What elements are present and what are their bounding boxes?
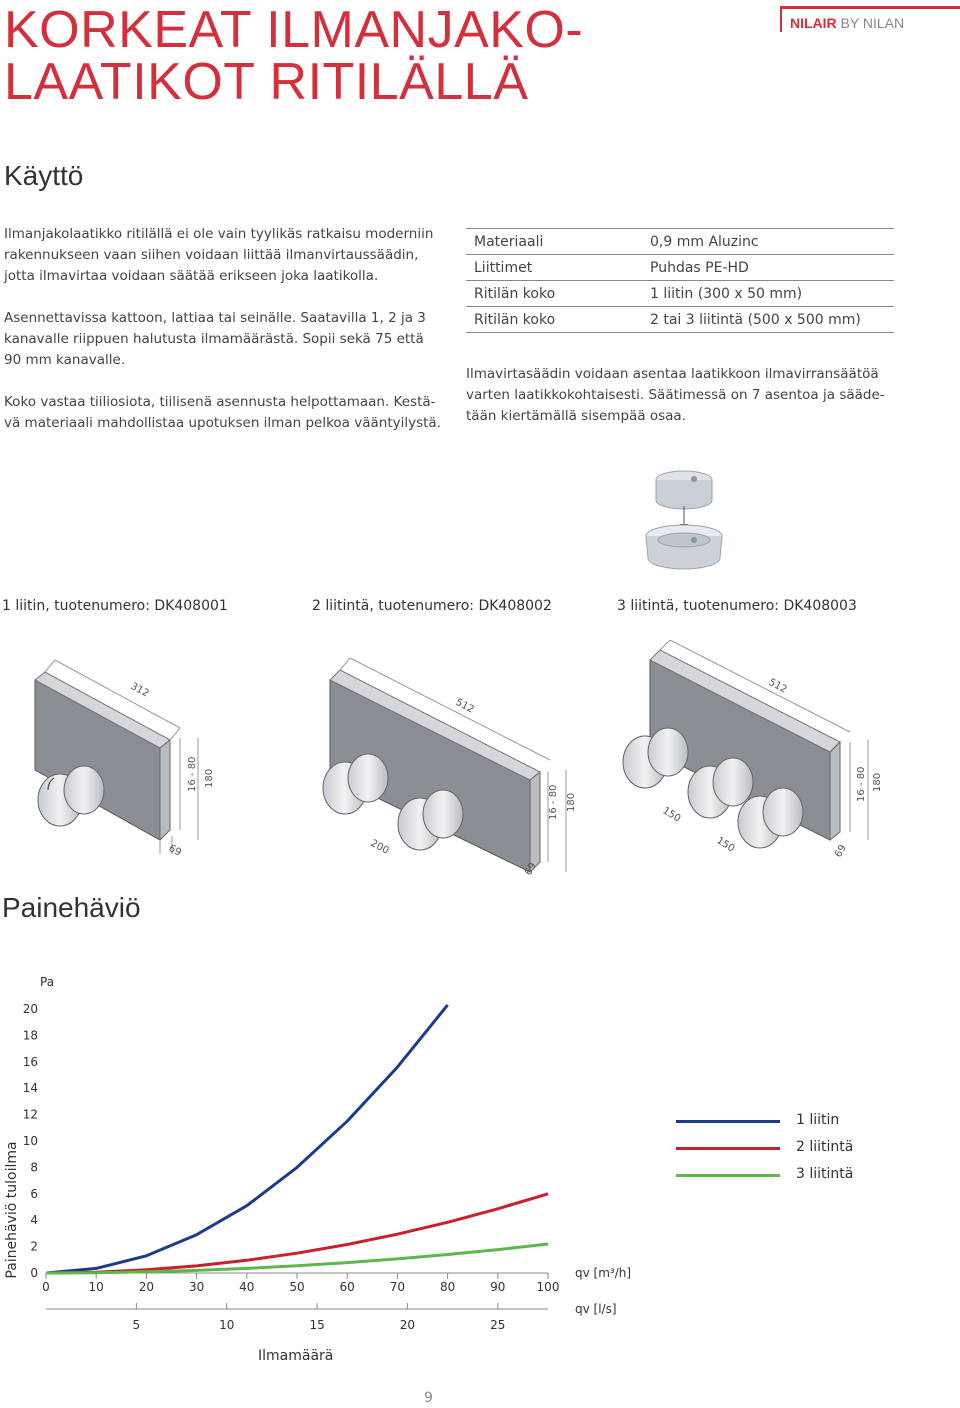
- title-line-1: KORKEAT ILMANJAKO-: [4, 1, 584, 59]
- table-row: Liittimet Puhdas PE-HD: [466, 255, 894, 281]
- x-tick-label: 50: [289, 1280, 305, 1294]
- dim-depth-2: 69: [523, 860, 539, 878]
- x-tick-label: 90: [490, 1280, 506, 1294]
- y-tick-label: 18: [22, 1028, 38, 1043]
- product-label-1: 1 liitin, tuotenumero: DK408001: [2, 598, 228, 614]
- y-tick-label: 6: [30, 1186, 38, 1201]
- dim-h2-1: 180: [204, 768, 215, 788]
- product-label-2: 2 liitintä, tuotenumero: DK408002: [312, 598, 552, 614]
- x-tick-label: 60: [339, 1280, 355, 1294]
- product-drawings: [0, 640, 960, 890]
- dim-length-2: 512: [453, 696, 476, 716]
- y-tick-label: 4: [30, 1213, 38, 1228]
- x-tick-label: 20: [138, 1280, 155, 1294]
- y-tick-label: 14: [22, 1081, 38, 1096]
- dim-h1-2: 16 - 80: [548, 784, 559, 820]
- use-text: [4, 224, 454, 434]
- legend-item: 2 liitintä: [676, 1139, 916, 1166]
- product-2-drawing: [323, 658, 566, 872]
- dim-spacing-3a: 150: [660, 805, 683, 825]
- y-tick-label: 12: [22, 1107, 38, 1122]
- brand-logo: [780, 6, 960, 32]
- brand-main: NILAIR: [790, 15, 837, 31]
- legend-item: 3 liitintä: [676, 1166, 916, 1193]
- x2-tick-label: 25: [490, 1318, 506, 1332]
- section-heading-use: Käyttö: [4, 160, 84, 191]
- dim-h1-3: 16 - 80: [856, 766, 867, 802]
- y-tick-label: 16: [22, 1054, 38, 1069]
- y-tick-label: 8: [30, 1160, 38, 1175]
- damper-text: Ilmavirtasäädin voidaan asentaa laatikkoon ilmavirransäätöä varten laatikkokohtaisesti. Säätimessä on 7 asentoa ja sääde- tään kiertämällä sisempää osaa.: [466, 366, 885, 424]
- series-line: [46, 1244, 548, 1273]
- y-tick-label: 2: [30, 1239, 38, 1254]
- y-tick-label: 20: [22, 1002, 38, 1016]
- section-heading-pressure: Painehäviö: [2, 892, 141, 923]
- dim-length-3: 512: [766, 676, 789, 696]
- y-tick-label: 0: [30, 1266, 38, 1280]
- x-tick-label: 40: [239, 1280, 255, 1294]
- x2-tick-label: 15: [309, 1318, 325, 1332]
- x2-tick-label: 10: [219, 1318, 235, 1332]
- title-line-2: LAATIKOT RITILÄLLÄ: [4, 53, 529, 111]
- y-axis-label: Painehäviö tuloilma: [4, 1141, 20, 1279]
- dim-depth-3: 69: [833, 842, 849, 860]
- y-tick-label: 10: [22, 1134, 38, 1148]
- dim-spacing-3b: 150: [714, 835, 737, 855]
- dim-h2-2: 180: [566, 792, 577, 812]
- legend-item: 1 liitin: [676, 1112, 916, 1139]
- x-tick-label: 70: [389, 1280, 406, 1294]
- product-3-drawing: [623, 640, 868, 848]
- series-line: [46, 1005, 448, 1273]
- dim-length-1: 312: [128, 680, 151, 700]
- spec-table: [466, 228, 894, 333]
- table-row: Materiaali 0,9 mm Aluzinc: [466, 229, 894, 255]
- x-tick-label: 80: [439, 1280, 456, 1294]
- dim-spacing-2: 200: [368, 837, 391, 857]
- x-unit-primary: qv [m³/h]: [575, 1266, 632, 1280]
- page-number: 9: [424, 1390, 433, 1406]
- x-tick-label: 30: [188, 1280, 205, 1294]
- y-unit-label: Pa: [40, 975, 55, 989]
- x-tick-label: 100: [536, 1280, 560, 1294]
- x-axis-label: Ilmamäärä: [258, 1348, 334, 1364]
- legend-swatch: [676, 1120, 780, 1123]
- product-label-3: 3 liitintä, tuotenumero: DK408003: [617, 598, 857, 614]
- damper-illustration: [638, 462, 730, 580]
- dim-h2-3: 180: [872, 772, 883, 792]
- chart-legend: [676, 1112, 916, 1193]
- use-paragraph-1: Ilmanjakolaatikko ritilällä ei ole vain tyylikäs ratkaisu moderniin rakennukseen vaan siihen voidaan liittää ilmanvirtaussäädin, jotta ilmavirtaa voidaan säätää erikseen joka laatikolla.: [4, 226, 434, 284]
- x2-tick-label: 20: [399, 1318, 416, 1332]
- x-tick-label: 10: [88, 1280, 104, 1294]
- dim-h1-1: 16 - 80: [187, 756, 198, 792]
- legend-swatch: [676, 1147, 780, 1150]
- pressure-loss-chart: [0, 960, 660, 1370]
- table-row: Ritilän koko 2 tai 3 liitintä (500 x 500 mm): [466, 307, 894, 333]
- x-unit-secondary: qv [l/s]: [575, 1302, 617, 1316]
- legend-swatch: [676, 1174, 780, 1177]
- use-paragraph-2: Asennettavissa kattoon, lattiaa tai seinälle. Saatavilla 1, 2 ja 3 kanavalle riippuen halutusta ilmamäärästä. Sopii sekä 75 että 90 mm kanavalle.: [4, 310, 426, 368]
- x2-tick-label: 5: [132, 1318, 141, 1332]
- brand-sub: BY NILAN: [836, 15, 905, 31]
- dim-depth-1: 69: [166, 842, 183, 859]
- table-row: Ritilän koko 1 liitin (300 x 50 mm): [466, 281, 894, 307]
- x-tick-label: 0: [42, 1280, 50, 1294]
- page-title: [4, 1, 584, 111]
- product-1-drawing: [35, 660, 198, 854]
- use-paragraph-3: Koko vastaa tiiliosiota, tiilisenä asennusta helpottamaan. Kestä- vä materiaali mahdollistaa upotuksen ilman pelkoa vääntyilystä.: [4, 394, 441, 431]
